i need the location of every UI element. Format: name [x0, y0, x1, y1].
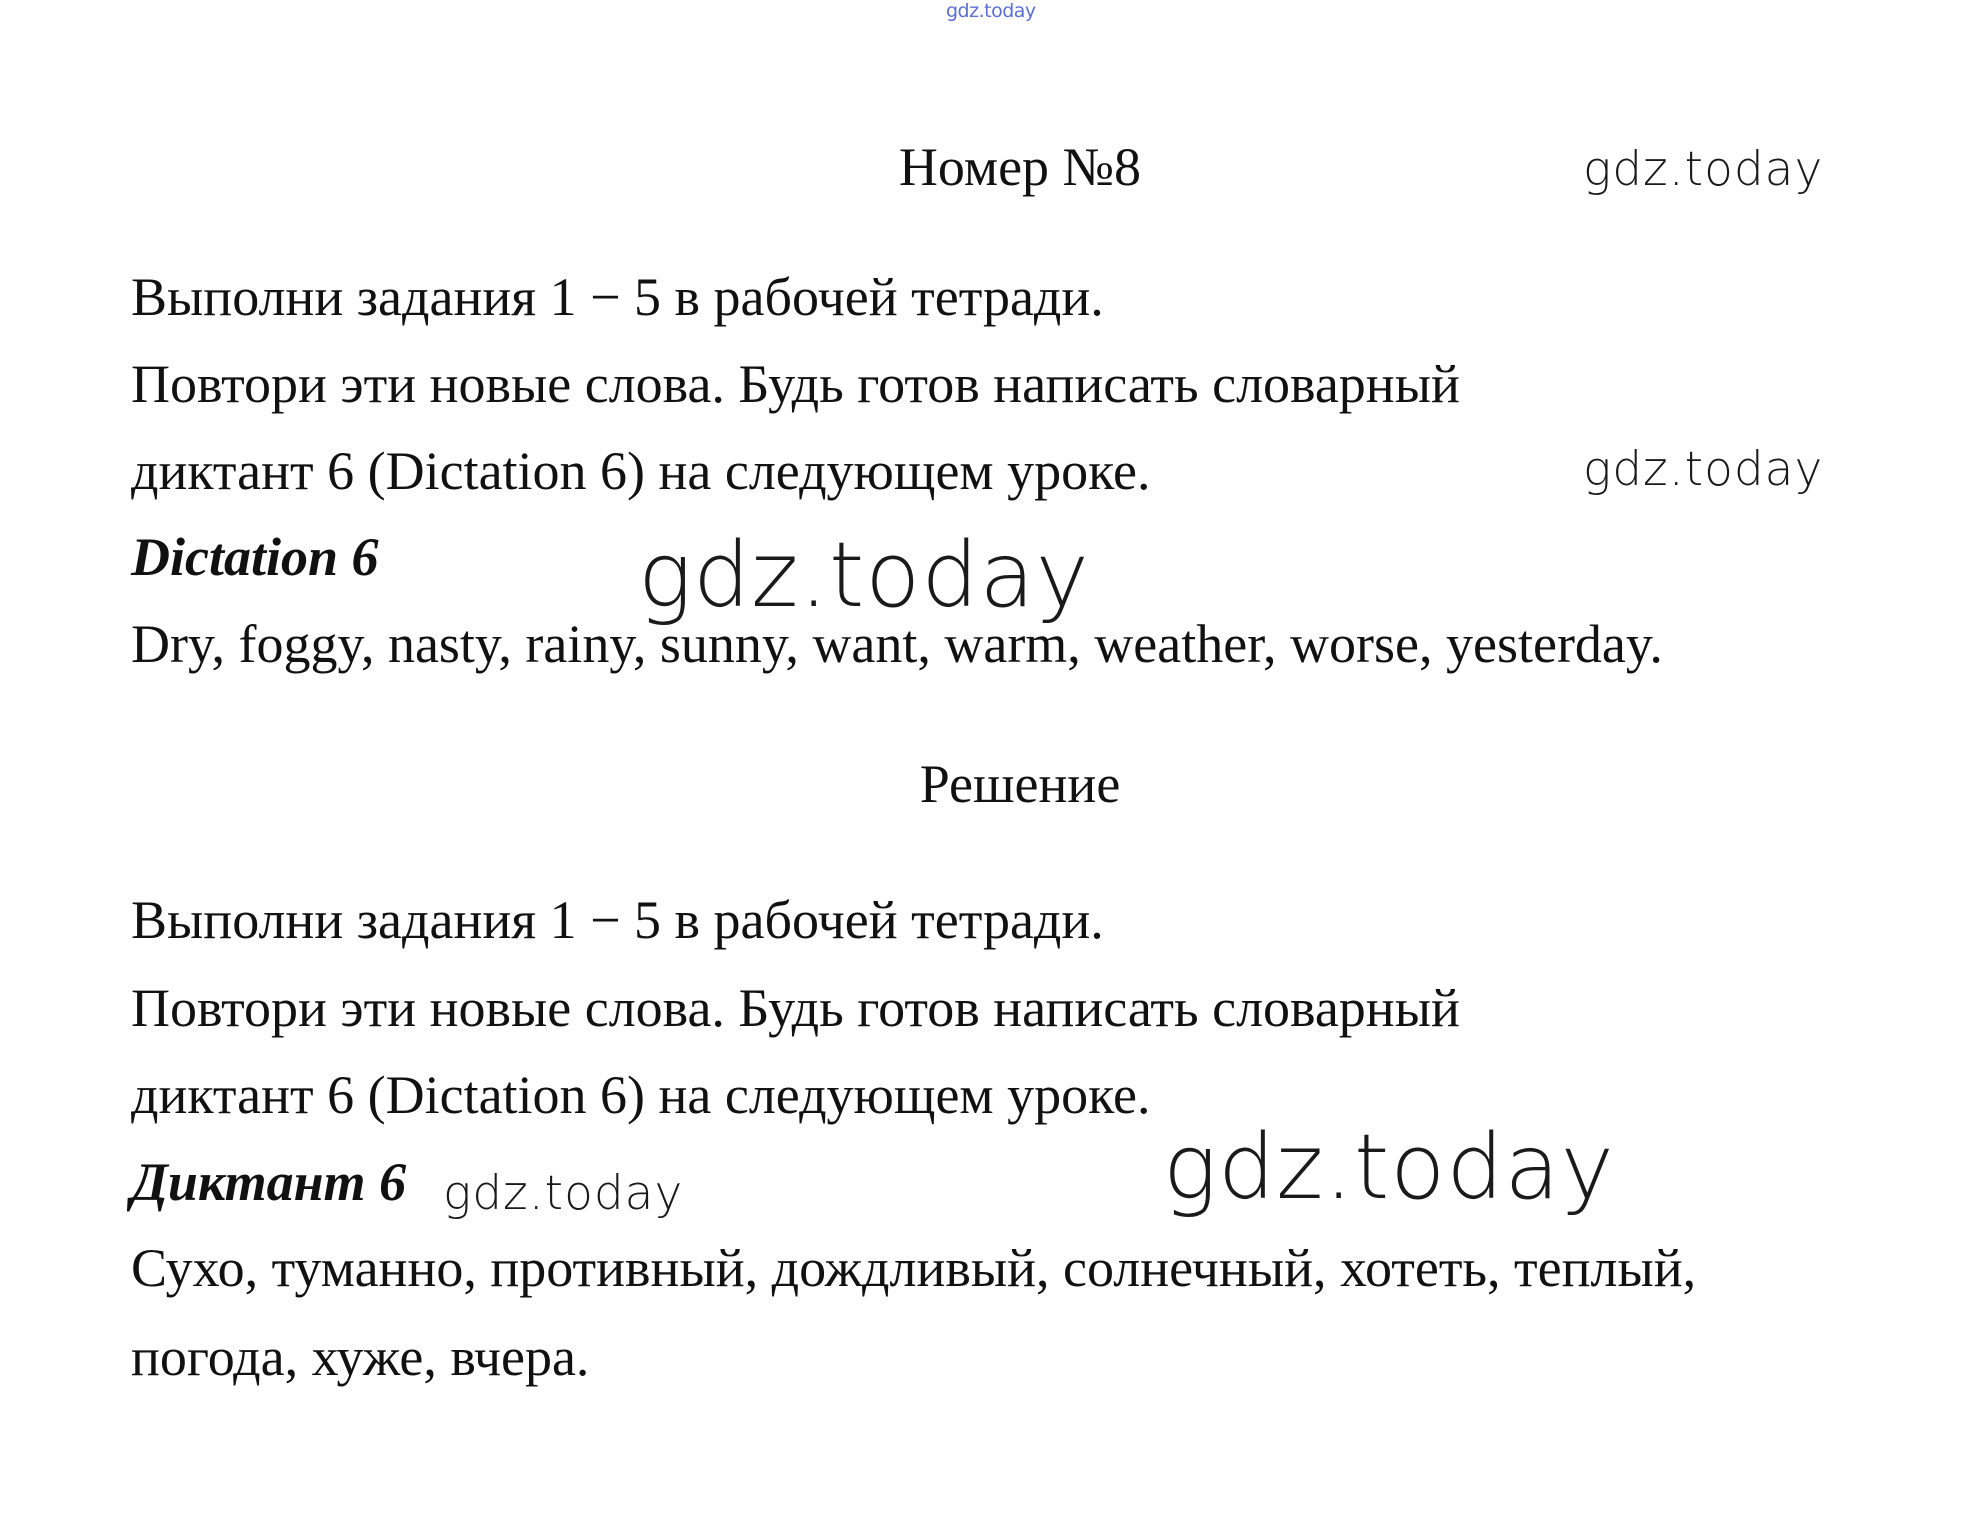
watermark-center-1: gdz.today — [638, 523, 1090, 628]
watermark-center-2: gdz.today — [1163, 1115, 1615, 1220]
solution-line-3: диктант 6 (Dictation 6) на следующем уроке. — [131, 1065, 1151, 1125]
solution-line-1: Выполни задания 1 − 5 в рабочей тетради. — [131, 890, 1104, 950]
solution-words-2: погода, хуже, вчера. — [131, 1327, 590, 1387]
task-line-1: Выполни задания 1 − 5 в рабочей тетради. — [131, 267, 1104, 327]
task-title: Номер №8 — [898, 137, 1142, 197]
watermark-inline: gdz.today — [443, 1166, 684, 1221]
solution-title: Решение — [919, 754, 1121, 814]
watermark-top: gdz.today — [946, 0, 1036, 22]
solution-heading: Диктант 6 — [131, 1152, 407, 1212]
watermark-mid-right: gdz.today — [1583, 442, 1824, 497]
task-line-2: Повтори эти новые слова. Будь готов написать словарный — [131, 354, 1460, 414]
task-heading: Dictation 6 — [131, 527, 379, 587]
solution-line-2: Повтори эти новые слова. Будь готов написать словарный — [131, 978, 1460, 1038]
task-line-3: диктант 6 (Dictation 6) на следующем уроке. — [131, 441, 1151, 501]
watermark-header-right: gdz.today — [1583, 142, 1824, 197]
solution-words-1: Сухо, туманно, противный, дождливый, солнечный, хотеть, теплый, — [131, 1238, 1697, 1298]
task-words: Dry, foggy, nasty, rainy, sunny, want, warm, weather, worse, yesterday. — [131, 614, 1663, 674]
